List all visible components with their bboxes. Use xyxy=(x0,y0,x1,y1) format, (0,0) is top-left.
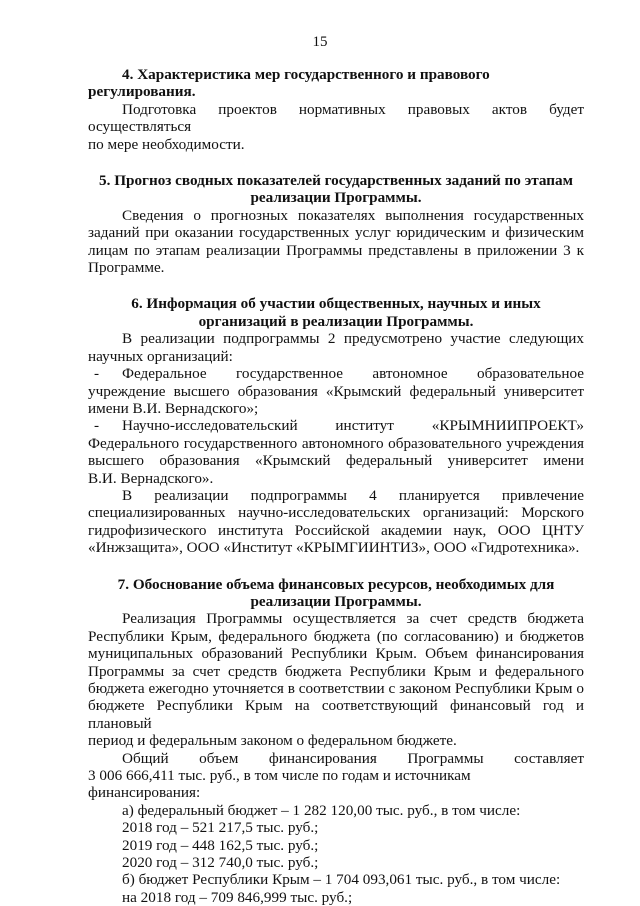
list-dash: - xyxy=(94,417,100,435)
section-5-paragraph-line: Программе. xyxy=(88,259,165,277)
funding-federal-year: 2019 год – 448 162,5 тыс. руб.; xyxy=(122,836,319,854)
funding-federal-year: 2018 год – 521 217,5 тыс. руб.; xyxy=(122,819,319,837)
list-item-text: В.И. Вернадского». xyxy=(88,469,214,487)
section-5-paragraph-line: Сведения о прогнозных показателях выполнения государственных xyxy=(122,206,584,224)
section-6-heading: организаций в реализации Программы. xyxy=(198,312,474,330)
list-item-text: Федеральное государственное автономное образовательное xyxy=(122,365,584,383)
section-4-heading: 4. Характеристика мер государственного и правового регулирования. xyxy=(88,66,490,101)
section-6-paragraph-line: В реализации подпрограммы 2 предусмотрено участие следующих xyxy=(122,330,584,348)
section-6-paragraph-line: научных организаций: xyxy=(88,347,233,365)
section-5-paragraph-line: лицам по этапам реализации Программы представлены в приложении 3 к xyxy=(88,241,584,259)
funding-crimea-year: на 2018 год – 709 846,999 тыс. руб.; xyxy=(122,888,353,906)
section-7-heading: 7. Обоснование объема финансовых ресурсов, необходимых для xyxy=(117,575,555,593)
section-7-paragraph-line: Программы за счет средств бюджета Республики Крым и федерального xyxy=(88,662,584,680)
section-6-paragraph-line: специализированных научно-исследовательских организаций: Морского xyxy=(88,504,584,522)
section-7-paragraph-line: Общий объем финансирования Программы составляет xyxy=(122,749,584,767)
list-item-text: высшего образования «Крымский федеральный университет имени xyxy=(88,452,584,470)
section-7-paragraph-line: Реализация Программы осуществляется за счет средств бюджета xyxy=(122,610,584,628)
list-item-text: имени В.И. Вернадского»; xyxy=(88,399,259,417)
page-number: 15 xyxy=(312,34,328,50)
section-7-paragraph-line: муниципальных образований Республики Крым. Объем финансирования xyxy=(88,645,584,663)
section-7-paragraph-line: Республики Крым, федерального бюджета (по согласованию) и бюджетов xyxy=(88,627,584,645)
list-item xyxy=(88,365,584,382)
section-6-paragraph-line: гидрофизического института Российской академии наук, ООО ЦНТУ xyxy=(88,521,584,539)
list-item-text: Научно-исследовательский институт «КРЫМНИИПРОЕКТ» xyxy=(122,417,584,435)
section-7-paragraph-line: 3 006 666,411 тыс. руб., в том числе по годам и источникам финансирования: xyxy=(88,767,471,802)
section-6-paragraph-line: «Инжзащита», ООО «Институт «КРЫМГИИНТИЗ», ООО «Гидротехника». xyxy=(88,539,580,557)
funding-crimea-total: б) бюджет Республики Крым – 1 704 093,061 тыс. руб., в том числе: xyxy=(122,871,561,889)
funding-federal-total: а) федеральный бюджет – 1 282 120,00 тыс. руб., в том числе: xyxy=(122,801,521,819)
document-body xyxy=(88,66,584,906)
section-7-paragraph-line: бюджете Республики Крым на соответствующий финансовый год и плановый xyxy=(88,697,584,732)
section-7-paragraph-line: бюджета ежегодно уточняется в соответствии с законом Республики Крым о xyxy=(88,680,584,697)
list-item-text: Федерального государственного автономного образовательного учреждения xyxy=(88,434,584,452)
list-item xyxy=(88,417,584,434)
section-5-paragraph-line: заданий при оказании государственных услуг юридическим и физическим xyxy=(88,224,584,242)
list-dash: - xyxy=(94,365,100,383)
section-7-paragraph-line: период и федеральным законом о федеральном бюджете. xyxy=(88,732,457,750)
section-7-heading: реализации Программы. xyxy=(250,592,422,610)
funding-federal-year: 2020 год – 312 740,0 тыс. руб.; xyxy=(122,854,319,872)
section-6-paragraph-line: В реализации подпрограммы 4 планируется привлечение xyxy=(122,486,584,504)
section-6-heading: 6. Информация об участии общественных, научных и иных xyxy=(131,295,541,313)
list-item-text: учреждение высшего образования «Крымский федеральный университет xyxy=(88,382,584,400)
section-5-heading: 5. Прогноз сводных показателей государственных заданий по этапам xyxy=(99,172,573,190)
section-4-paragraph-line: Подготовка проектов нормативных правовых актов будет осуществляться xyxy=(88,100,584,136)
section-5-heading: реализации Программы. xyxy=(250,189,422,207)
section-4-paragraph-line: по мере необходимости. xyxy=(88,135,245,153)
